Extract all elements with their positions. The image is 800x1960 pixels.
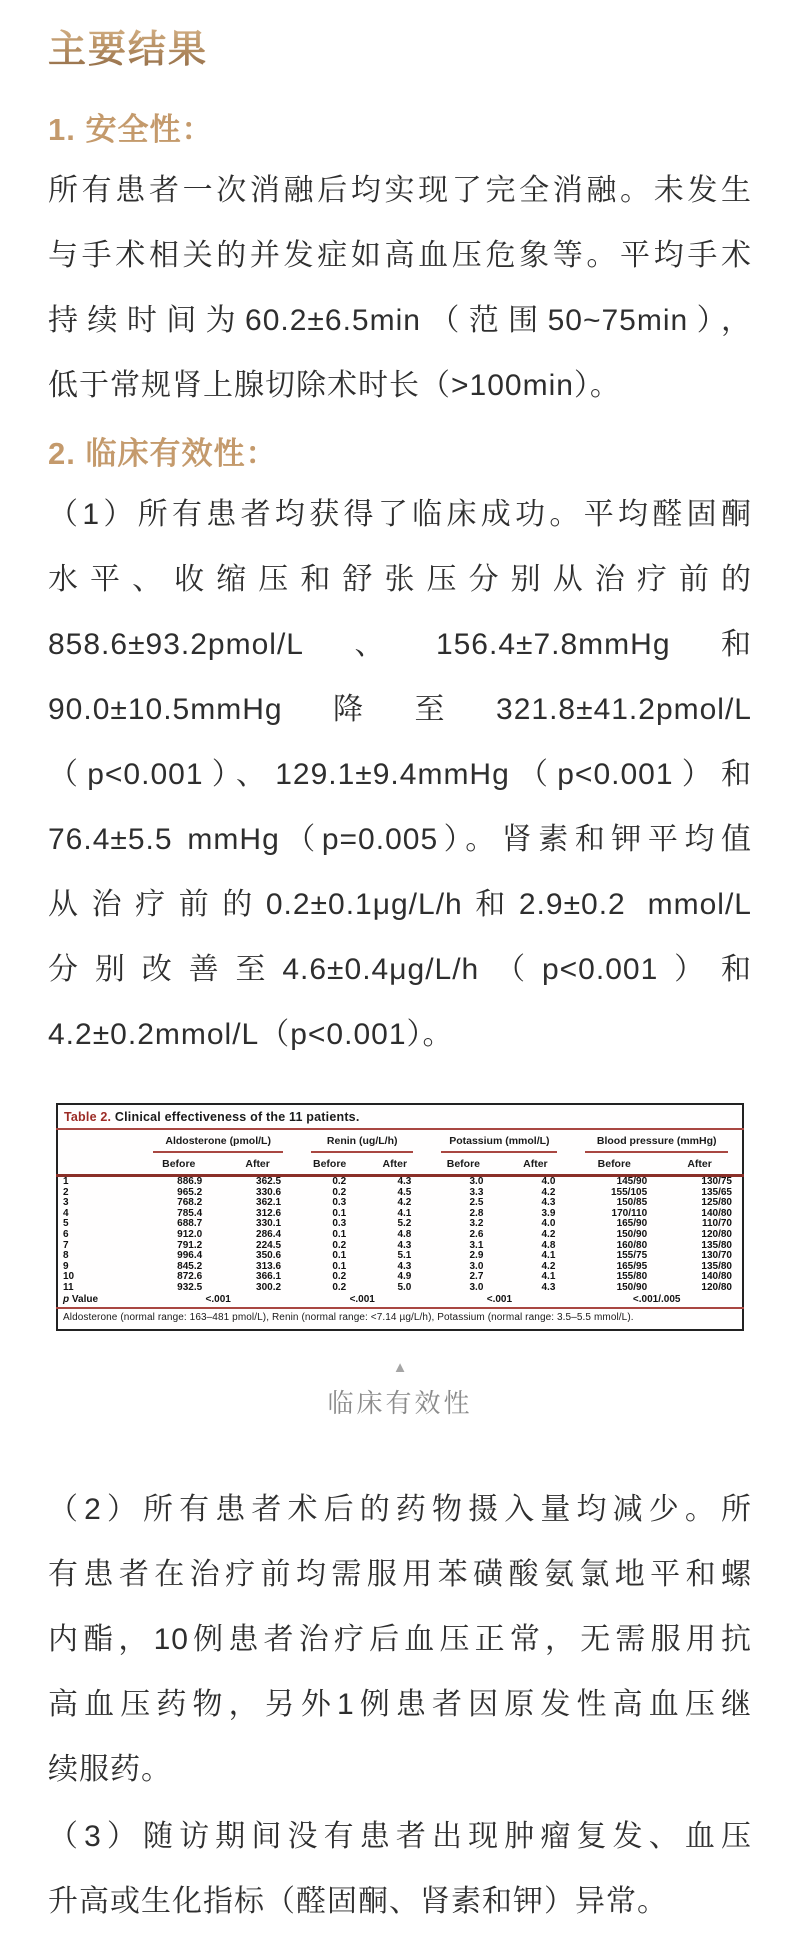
table-cell: 4.2: [541, 1186, 556, 1198]
p-value-cell: <.001: [205, 1293, 231, 1305]
table-cell: 110/70: [701, 1218, 732, 1230]
text-line: 90.0±10.5mmHg降至321.8±41.2pmol/L: [48, 693, 752, 726]
table-cell: 120/80: [701, 1281, 732, 1293]
text-line: 升高或生化指标（醛固酮、肾素和钾）异常。: [48, 1884, 668, 1918]
table-subheader: Before: [297, 1153, 362, 1176]
table-cell: 996.4: [177, 1250, 203, 1262]
table-cell: 4.1: [541, 1271, 556, 1283]
patient-id-cell: 4: [63, 1207, 69, 1219]
table-cell: 791.2: [177, 1239, 203, 1251]
page-title: 主要结果: [48, 26, 752, 72]
table-cell: 135/80: [701, 1260, 732, 1272]
table-cell: 965.2: [177, 1186, 203, 1198]
text-line: 内酯，10例患者治疗后血压正常，无需服用抗: [48, 1622, 752, 1656]
section-heading-safety: 1. 安全性：: [48, 112, 214, 147]
table-cell: 224.5: [256, 1239, 282, 1251]
table-row: [57, 1283, 743, 1294]
table-cell: 2.8: [469, 1207, 484, 1219]
patient-id-cell: 5: [63, 1218, 69, 1230]
table-subheader: After: [218, 1153, 297, 1176]
text-line: 858.6±93.2pmol/L、156.4±7.8mmHg和: [48, 628, 752, 661]
table-subheader: Before: [571, 1153, 657, 1176]
table-cell: 155/80: [616, 1271, 648, 1283]
table-cell: 0.1: [332, 1250, 347, 1262]
table-cell: 125/80: [701, 1197, 732, 1209]
figure-caption-text: 临床有效性: [327, 1387, 473, 1418]
patient-id-cell: 11: [63, 1281, 74, 1293]
table-cell: 4.3: [397, 1260, 412, 1272]
table-subheader: Before: [139, 1153, 218, 1176]
table-cell: 135/80: [701, 1239, 732, 1251]
table-cell: 165/90: [616, 1218, 648, 1230]
text-line: 分别改善至4.6±0.4μg/L/h（p<0.001）和: [48, 953, 752, 986]
table-group-header: Blood pressure (mmHg): [571, 1129, 743, 1153]
table-cell: 330.1: [256, 1218, 282, 1230]
table-cell: 912.0: [177, 1228, 203, 1240]
article: [48, 26, 752, 1934]
table-cell: 4.0: [541, 1176, 556, 1187]
table-cell: 4.0: [541, 1218, 556, 1230]
p-value-cell: <.001: [349, 1293, 375, 1305]
patient-id-cell: 2: [63, 1186, 69, 1198]
table-cell: 5.1: [397, 1250, 412, 1262]
text-line: 持续时间为60.2±6.5min（范围50~75min），: [48, 304, 752, 337]
table-cell: 362.5: [256, 1176, 282, 1187]
text-line: 续服药。: [48, 1752, 172, 1786]
table-cell: 4.3: [397, 1239, 412, 1251]
table-cell: 0.2: [332, 1186, 347, 1198]
table-title-text: Clinical effectiveness of the 11 patients.: [114, 1110, 360, 1124]
table-cell: 4.2: [541, 1228, 556, 1240]
table-cell: 4.2: [541, 1260, 556, 1272]
table-cell: 165/95: [616, 1260, 648, 1272]
table-cell: 2.5: [469, 1197, 484, 1209]
text-line: 与手术相关的并发症如高血压危象等。平均手术: [48, 239, 752, 272]
empty-corner-cell: [57, 1129, 139, 1153]
clinical-effectiveness-table: [56, 1103, 744, 1331]
table-cell: 0.2: [332, 1176, 347, 1187]
table-footnote: Aldosterone (normal range: 163–481 pmol/L), Renin (normal range: <7.14 µg/L/h), Potassium (normal range: 3.5–5.5 mmol/L).: [57, 1308, 743, 1330]
text-line: （1）所有患者均获得了临床成功。平均醛固酮: [48, 498, 752, 531]
table-cell: 150/85: [616, 1197, 648, 1209]
table-title: [57, 1104, 743, 1129]
patient-id-cell: 1: [63, 1176, 69, 1187]
table-subheader-row: [57, 1153, 743, 1176]
table-cell: 4.3: [397, 1176, 412, 1187]
paragraph-effectiveness-1: [48, 482, 752, 1067]
table-group-header: Potassium (mmol/L): [427, 1129, 571, 1153]
table-cell: 4.8: [541, 1239, 556, 1251]
table-group-header: Aldosterone (pmol/L): [139, 1129, 297, 1153]
table-cell: 135/65: [701, 1186, 732, 1198]
table-row: [57, 1176, 743, 1188]
p-value-cell: <.001/.005: [632, 1293, 681, 1305]
table-group-header: Renin (ug/L/h): [297, 1129, 427, 1153]
text-line: 所有患者一次消融后均实现了完全消融。未发生: [48, 174, 752, 207]
text-line: （3）随访期间没有患者出现肿瘤复发、血压: [48, 1819, 752, 1853]
table-cell: 688.7: [177, 1218, 203, 1230]
table-cell: 5.2: [397, 1218, 412, 1230]
table-cell: 330.6: [256, 1186, 282, 1198]
patient-id-cell: 9: [63, 1260, 69, 1272]
table-cell: 170/110: [611, 1207, 648, 1219]
table-footnote-row: [57, 1308, 743, 1330]
table-cell: 0.2: [332, 1281, 347, 1293]
patient-id-cell: 3: [63, 1197, 69, 1209]
paragraph-safety: [48, 158, 752, 418]
patient-id-cell: 6: [63, 1228, 69, 1240]
table-cell: 0.1: [332, 1207, 347, 1219]
table-title-row: [57, 1104, 743, 1129]
table-cell: 0.1: [332, 1260, 347, 1272]
patient-id-cell: 7: [63, 1239, 69, 1251]
figure-caption: [48, 1358, 752, 1419]
table-cell: 3.0: [469, 1176, 484, 1187]
table-cell: 4.8: [397, 1228, 412, 1240]
table-cell: 130/75: [701, 1176, 732, 1187]
text-line: 4.2±0.2mmol/L（p<0.001）。: [48, 1018, 454, 1051]
table-cell: 932.5: [177, 1281, 203, 1293]
text-line: 从治疗前的0.2±0.1μg/L/h和2.9±0.2 mmol/L: [48, 888, 752, 921]
text-line: （p<0.001）、129.1±9.4mmHg（p<0.001）和: [48, 758, 752, 791]
table-cell: 845.2: [177, 1260, 203, 1272]
patient-id-cell: 8: [63, 1250, 69, 1262]
table-cell: 312.6: [256, 1207, 282, 1219]
text-line: 低于常规肾上腺切除术时长（>100min）。: [48, 369, 621, 402]
table-cell: 3.2: [469, 1218, 484, 1230]
table-cell: 2.6: [469, 1228, 484, 1240]
p-value-label: p Value: [63, 1293, 99, 1305]
triangle-up-icon: ▲: [392, 1358, 408, 1376]
paragraph-followup: [48, 1804, 752, 1934]
table-cell: 140/80: [701, 1271, 732, 1283]
text-line: 高血压药物，另外1例患者因原发性高血压继: [48, 1687, 752, 1721]
empty-corner-cell: [57, 1153, 139, 1176]
table-row: [57, 1230, 743, 1241]
table-cell: 4.3: [541, 1281, 556, 1293]
table-cell: 3.3: [469, 1186, 484, 1198]
table-cell: 872.6: [177, 1271, 203, 1283]
table-cell: 4.3: [541, 1197, 556, 1209]
table-cell: 886.9: [177, 1176, 203, 1187]
text-line: 有患者在治疗前均需服用苯磺酸氨氯地平和螺: [48, 1557, 752, 1591]
table-cell: 130/70: [701, 1250, 732, 1262]
table-cell: 155/105: [611, 1186, 648, 1198]
table-cell: 0.2: [332, 1271, 347, 1283]
section-heading-effectiveness: 2. 临床有效性：: [48, 436, 278, 471]
table-cell: 366.1: [256, 1271, 282, 1283]
table-cell: 145/90: [616, 1176, 648, 1187]
clinical-table-figure: [48, 1103, 752, 1419]
table-cell: 2.7: [469, 1271, 484, 1283]
table-cell: 0.2: [332, 1239, 347, 1251]
table-cell: 4.2: [397, 1197, 412, 1209]
table-subheader: Before: [427, 1153, 499, 1176]
table-cell: 4.1: [397, 1207, 412, 1219]
table-cell: 2.9: [469, 1250, 484, 1262]
table-cell: 0.3: [332, 1218, 347, 1230]
table-cell: 350.6: [256, 1250, 282, 1262]
table-subheader: After: [657, 1153, 743, 1176]
table-cell: 768.2: [177, 1197, 203, 1209]
table-cell: 286.4: [256, 1228, 282, 1240]
table-cell: 140/80: [701, 1207, 732, 1219]
table-cell: 150/90: [616, 1228, 648, 1240]
table-cell: 3.0: [469, 1281, 484, 1293]
table-cell: 120/80: [701, 1228, 732, 1240]
table-subheader: After: [362, 1153, 427, 1176]
text-line: 76.4±5.5 mmHg（p=0.005）。肾素和钾平均值: [48, 823, 752, 856]
p-value-cell: <.001: [486, 1293, 513, 1305]
text-line: 水平、收缩压和舒张压分别从治疗前的: [48, 563, 752, 596]
table-cell: 0.1: [332, 1228, 347, 1240]
table-cell: 362.1: [256, 1197, 282, 1209]
table-cell: 4.9: [397, 1271, 412, 1283]
text-line: （2）所有患者术后的药物摄入量均减少。所: [48, 1492, 752, 1526]
table-cell: 313.6: [256, 1260, 282, 1272]
table-cell: 3.9: [541, 1207, 556, 1219]
table-number-label: Table 2.: [64, 1110, 112, 1124]
table-cell: 3.1: [469, 1239, 484, 1251]
table-cell: 5.0: [397, 1281, 412, 1293]
patient-id-cell: 10: [63, 1271, 75, 1283]
table-cell: 0.3: [332, 1197, 347, 1209]
table-cell: 785.4: [177, 1207, 203, 1219]
table-cell: 300.2: [256, 1281, 282, 1293]
table-subheader: After: [499, 1153, 571, 1176]
table-cell: 160/80: [616, 1239, 648, 1251]
table-cell: 4.1: [541, 1250, 556, 1262]
table-cell: 150/90: [616, 1281, 648, 1293]
p-value-row: [57, 1294, 743, 1309]
table-cell: 3.0: [469, 1260, 484, 1272]
table-cell: 4.5: [397, 1186, 412, 1198]
paragraph-medication: [48, 1477, 752, 1802]
table-group-header-row: [57, 1129, 743, 1153]
table-cell: 155/75: [616, 1250, 648, 1262]
